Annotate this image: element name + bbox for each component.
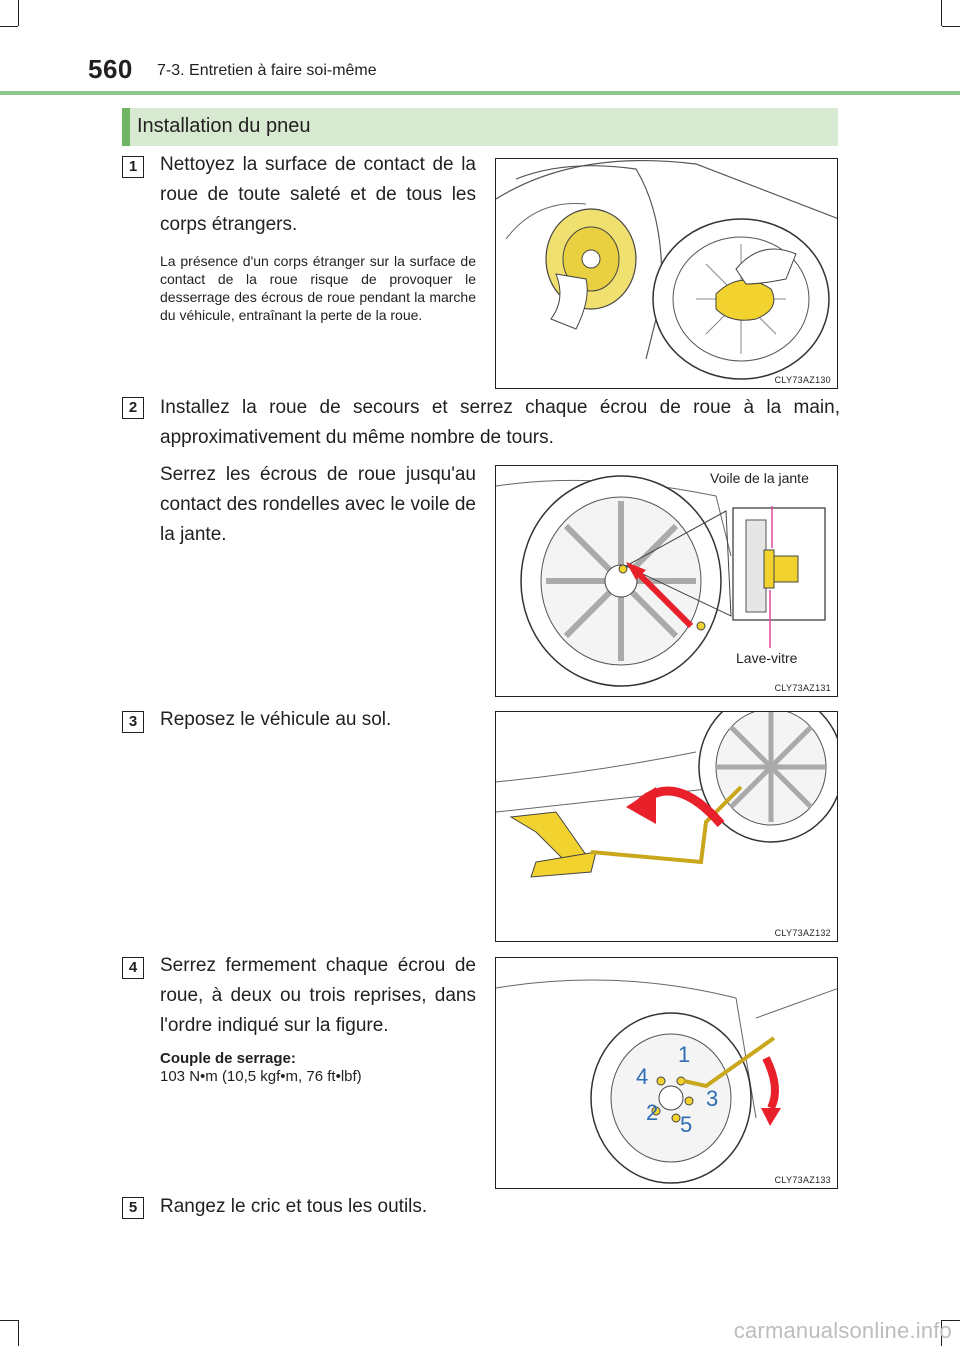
section-title-bar	[122, 108, 838, 146]
step-3-number: 3	[122, 711, 144, 733]
page-number: 560	[88, 54, 133, 84]
chapter-title: 7-3. Entretien à faire soi-même	[157, 62, 377, 79]
order-label-4: 4	[636, 1064, 649, 1089]
figure-code: CLY73AZ130	[774, 375, 831, 385]
step-4-text: Serrez fermement chaque écrou de roue, à deux ou trois reprises, dans l'ordre indiqué sur la figure.	[160, 955, 476, 1036]
header-rule	[0, 91, 960, 95]
crop-mark	[18, 0, 19, 26]
crop-mark	[0, 26, 18, 27]
step-5-text: Rangez le cric et tous les outils.	[160, 1196, 428, 1217]
torque-label: Couple de serrage:	[160, 1050, 296, 1067]
order-label-1: 1	[678, 1042, 691, 1067]
figure-tightening-order	[495, 957, 838, 1189]
order-label-3: 3	[706, 1086, 719, 1111]
step-2-number: 2	[122, 397, 144, 419]
figure-code: CLY73AZ131	[774, 683, 831, 693]
figure-clean-hub	[495, 158, 838, 389]
step-1-text: Nettoyez la surface de contact de la roue de toute saleté et de tous les corps étrangers.	[160, 154, 476, 235]
order-label-5: 5	[680, 1112, 693, 1137]
step-5-number: 5	[122, 1197, 144, 1219]
torque-value: 103 N•m (10,5 kgf•m, 76 ft•lbf)	[160, 1068, 362, 1085]
order-label-2: 2	[646, 1100, 659, 1125]
step-3-text: Reposez le véhicule au sol.	[160, 709, 392, 730]
step-2-text: Installez la roue de secours et serrez chaque écrou de roue à la main, approximativement du même nombre de tours.	[160, 397, 840, 448]
step-1-note: La présence d'un corps étranger sur la surface de contact de la roue risque de provoquer le desserrage des écrous de roue pendant la marche du véhicule, entraînant la perte de la roue.	[160, 253, 476, 323]
section-accent	[122, 108, 130, 146]
figure-code: CLY73AZ133	[774, 1175, 831, 1185]
lower-vehicle-illustration	[496, 712, 838, 942]
watermark: carmanualsonline.info	[733, 1318, 952, 1343]
figure-lower-vehicle	[495, 711, 838, 942]
crop-mark	[18, 1320, 19, 1346]
tightening-order-illustration	[496, 958, 838, 1189]
step-2-text-detail: Serrez les écrous de roue jusqu'au contact des rondelles avec le voile de la jante.	[160, 464, 476, 545]
clean-hub-illustration	[496, 159, 838, 389]
crop-mark	[941, 0, 942, 26]
callout-wheel-web: Voile de la jante	[710, 470, 809, 486]
step-4-number: 4	[122, 957, 144, 979]
figure-tighten-nuts	[495, 465, 838, 697]
crop-mark	[942, 26, 960, 27]
callout-washer: Lave-vitre	[736, 650, 798, 666]
crop-mark	[0, 1320, 18, 1321]
section-title: Installation du pneu	[137, 115, 311, 137]
figure-code: CLY73AZ132	[774, 928, 831, 938]
step-1-number: 1	[122, 156, 144, 178]
